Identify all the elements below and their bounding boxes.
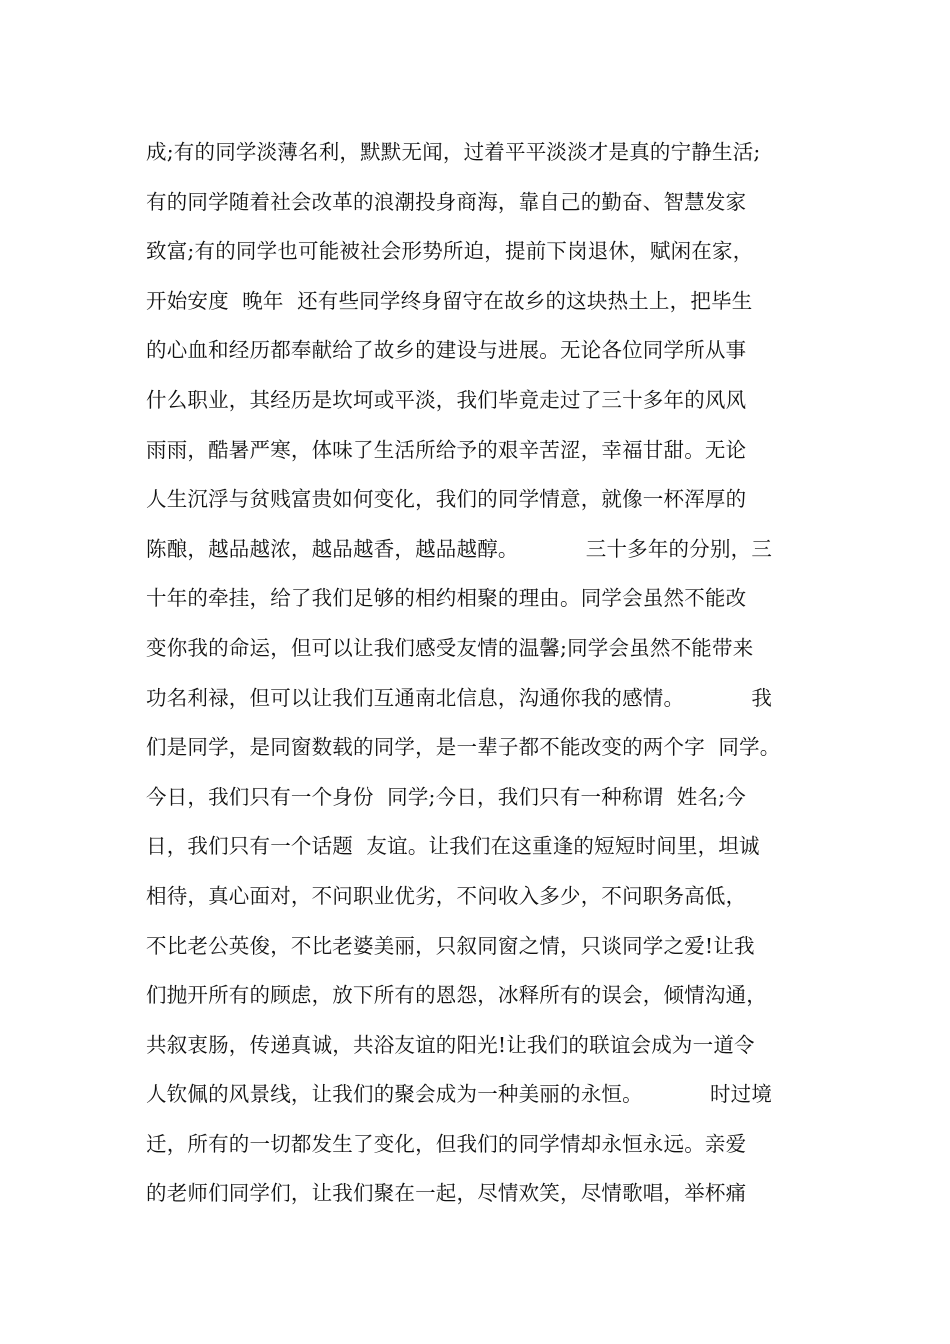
text-line: 雨雨，酷暑严寒，体味了生活所给予的艰辛苦涩，幸福甘甜。无论 (146, 437, 747, 462)
text-line: 不比老公英俊，不比老婆美丽，只叙同窗之情，只谈同学之爱!让我 (146, 933, 755, 958)
text-line: 迁，所有的一切都发生了变化，但我们的同学情却永恒永远。亲爱 (146, 1131, 747, 1156)
text-line: 陈酿，越品越浓，越品越香，越品越醇。 三十多年的分别，三 (146, 536, 773, 561)
text-line: 十年的牵挂，给了我们足够的相约相聚的理由。同学会虽然不能改 (146, 586, 747, 611)
text-line: 共叙衷肠，传递真诚，共浴友谊的阳光!让我们的联谊会成为一道令 (146, 1032, 755, 1057)
text-line: 的老师们同学们，让我们聚在一起，尽情欢笑，尽情歌唱，举杯痛 (146, 1181, 747, 1206)
text-line: 相待，真心面对，不问职业优劣，不问收入多少，不问职务高低， (146, 883, 747, 908)
text-line: 人钦佩的风景线，让我们的聚会成为一种美丽的永恒。 时过境 (146, 1082, 773, 1107)
text-line: 变你我的命运，但可以让我们感受友情的温馨;同学会虽然不能带来 (146, 635, 754, 660)
text-line: 的心血和经历都奉献给了故乡的建设与进展。无论各位同学所从事 (146, 338, 747, 363)
text-line: 有的同学随着社会改革的浪潮投身商海，靠自己的勤奋、智慧发家 (146, 189, 747, 214)
text-line: 功名利禄，但可以让我们互通南北信息，沟通你我的感情。 我 (146, 685, 773, 710)
text-line: 们是同学，是同窗数载的同学，是一辈子都不能改变的两个字 同学。 (146, 735, 781, 760)
text-line: 日，我们只有一个话题 友谊。让我们在这重逢的短短时间里，坦诚 (146, 834, 760, 859)
text-line: 人生沉浮与贫贱富贵如何变化，我们的同学情意，就像一杯浑厚的 (146, 487, 747, 512)
text-line: 开始安度 晚年 还有些同学终身留守在故乡的这块热土上，把毕生 (146, 288, 753, 313)
text-line: 们抛开所有的顾虑，放下所有的恩怨，冰释所有的误会，倾情沟通， (146, 983, 767, 1008)
text-line: 今日，我们只有一个身份 同学;今日，我们只有一种称谓 姓名;今 (146, 784, 746, 809)
body-text (146, 128, 826, 1219)
text-line: 致富;有的同学也可能被社会形势所迫，提前下岗退休，赋闲在家， (146, 239, 754, 264)
text-line: 什么职业，其经历是坎坷或平淡，我们毕竟走过了三十多年的风风 (146, 387, 747, 412)
text-line: 成;有的同学淡薄名利，默默无闻，过着平平淡淡才是真的宁静生活; (146, 140, 761, 164)
